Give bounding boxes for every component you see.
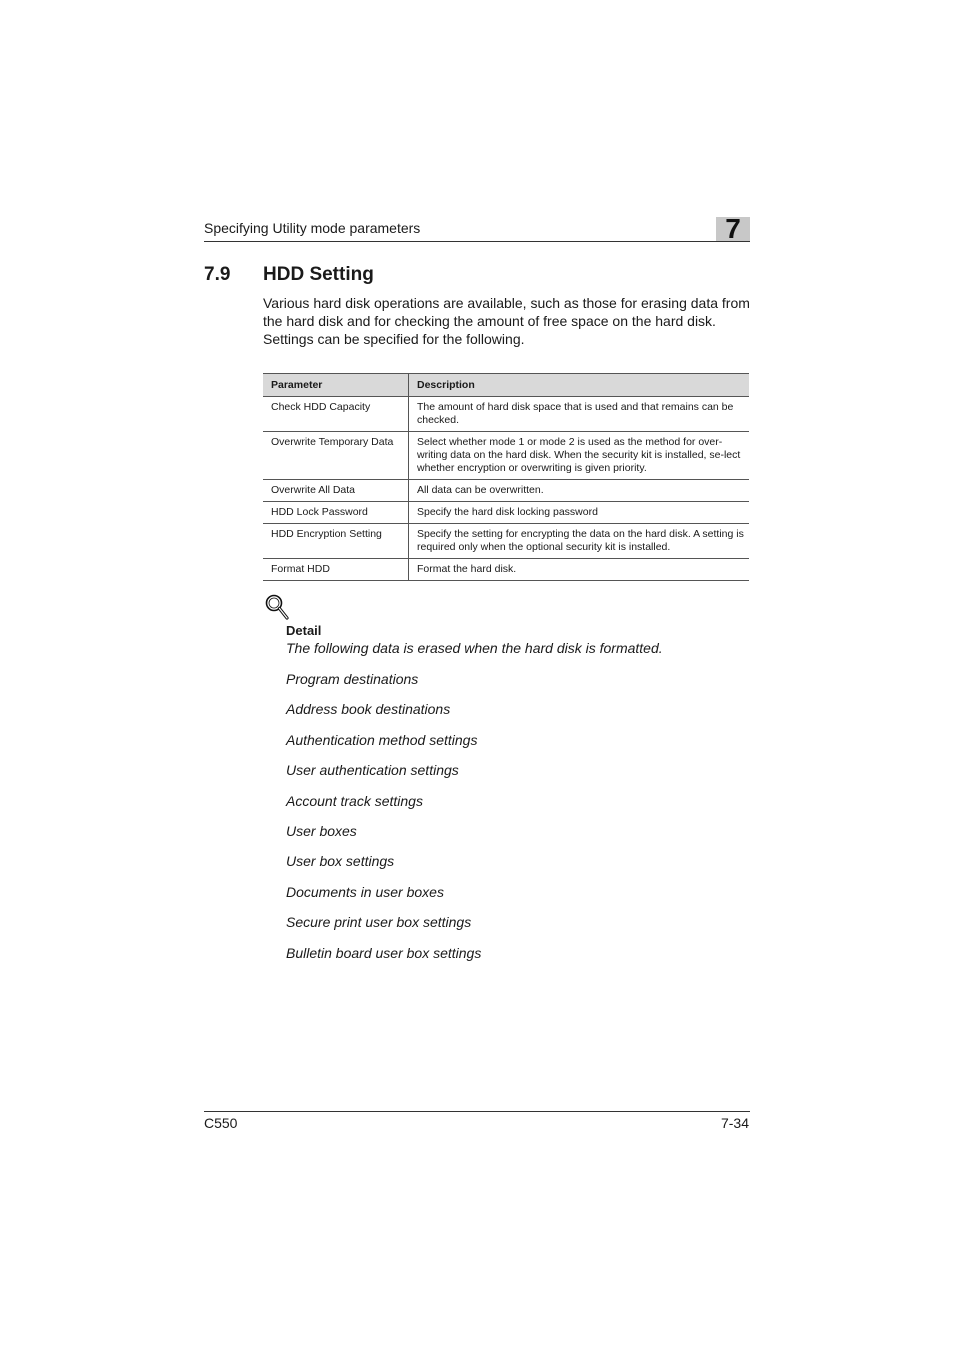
column-header-description: Description — [409, 374, 750, 397]
table-header-row — [263, 374, 749, 397]
table-row — [263, 559, 749, 581]
description-cell: Select whether mode 1 or mode 2 is used as the method for over-writing data on the hard disk. When the security kit is installed, se-lect whether encryption or overwriting is given priority. — [409, 432, 750, 480]
parameter-cell: Overwrite All Data — [263, 480, 409, 502]
list-item: User boxes — [286, 822, 357, 839]
footer-divider — [204, 1111, 750, 1112]
list-item: Documents in user boxes — [286, 883, 444, 900]
page-number: 7-34 — [720, 1115, 749, 1131]
table-row — [263, 432, 749, 480]
parameter-cell: Check HDD Capacity — [263, 397, 409, 432]
description-cell: The amount of hard disk space that is used and that remains can be checked. — [409, 397, 750, 432]
column-header-parameter: Parameter — [263, 374, 409, 397]
list-item: Address book destinations — [286, 701, 451, 718]
parameter-cell: Overwrite Temporary Data — [263, 432, 409, 480]
footer-model: C550 — [204, 1115, 238, 1131]
table-row — [263, 502, 749, 524]
table-row — [263, 524, 749, 559]
parameter-cell: HDD Encryption Setting — [263, 524, 409, 559]
description-cell: Format the hard disk. — [409, 559, 750, 581]
erased-data-list — [286, 670, 481, 974]
list-item: User authentication settings — [286, 762, 459, 779]
list-item: Account track settings — [286, 792, 423, 809]
parameter-cell: HDD Lock Password — [263, 502, 409, 524]
header-divider — [204, 241, 750, 242]
chapter-number: 7 — [725, 213, 741, 244]
section-title: HDD Setting — [263, 264, 374, 285]
detail-lead-text: The following data is erased when the hard disk is formatted. — [286, 640, 663, 656]
parameter-table — [263, 373, 749, 581]
section-intro: Various hard disk operations are available, such as those for erasing data from the hard disk and for checking the amount of free space on the hard disk. Settings can be specified for the following. — [263, 295, 750, 347]
list-item: Secure print user box settings — [286, 914, 472, 931]
list-item: Program destinations — [286, 671, 419, 687]
detail-heading: Detail — [286, 623, 322, 638]
parameter-cell: Format HDD — [263, 559, 409, 581]
running-header-title: Specifying Utility mode parameters — [204, 220, 421, 236]
table-row — [263, 397, 749, 432]
description-cell: Specify the setting for encrypting the data on the hard disk. A setting is required only when the optional security kit is installed. — [409, 524, 750, 559]
table-row — [263, 480, 749, 502]
list-item: User box settings — [286, 853, 395, 870]
list-item: Authentication method settings — [286, 731, 478, 748]
description-cell: Specify the hard disk locking password — [409, 502, 750, 524]
magnifier-icon — [264, 593, 290, 621]
list-item: Bulletin board user box settings — [286, 944, 482, 961]
description-cell: All data can be overwritten. — [409, 480, 750, 502]
section-number: 7.9 — [204, 264, 231, 285]
